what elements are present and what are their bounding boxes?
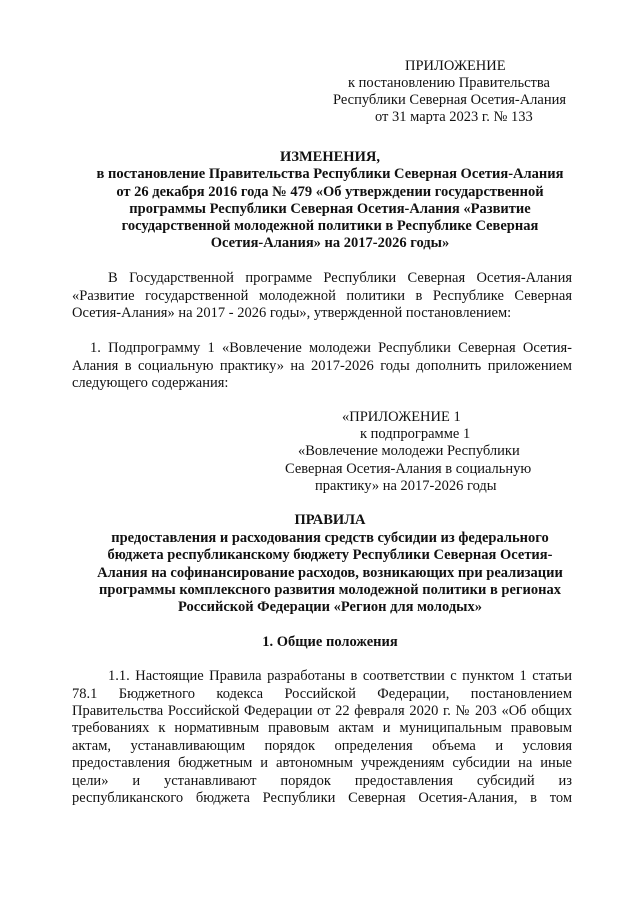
rules-title: ПРАВИЛА (294, 512, 366, 528)
sub-appendix-line: Северная Осетия-Алания в социальную (285, 461, 532, 477)
appendix-title: ПРИЛОЖЕНИЕ (405, 58, 506, 74)
section1-line: актам, устанавливающим порядок определения объема и условия (72, 738, 572, 754)
section1-line: цели» и устанавливают порядок предоставления субсидий из (72, 773, 572, 789)
changes-line: Осетия-Алания» на 2017-2026 годы» (210, 235, 450, 251)
rules-line: программы комплексного развития молодежной политики в регионах (99, 582, 561, 598)
changes-line: от 26 декабря 2016 года № 479 «Об утверждении государственной (116, 184, 544, 200)
rules-line: предоставления и расходования средств субсидии из федерального (111, 530, 549, 546)
item1-line: 1. Подпрограмму 1 «Вовлечение молодежи Республики Северная Осетия- (90, 340, 572, 356)
rules-line: Российской Федерации «Регион для молодых» (178, 599, 482, 615)
item1-line: следующего содержания: (72, 375, 229, 391)
intro-line: «Развитие государственной молодежной политики в Республике Северная (72, 288, 572, 304)
section1-line: требованиях к нормативным правовым актам и муниципальным правовым (72, 720, 572, 736)
sub-appendix-line: «Вовлечение молодежи Республики (298, 443, 520, 459)
section1-line: 78.1 Бюджетного кодекса Российской Федерации, постановлением (72, 686, 572, 702)
appendix-line: Республики Северная Осетия-Алания (333, 92, 567, 108)
section1-line: предоставления бюджетным и автономным учреждениям субсидии на иные (72, 755, 572, 771)
sub-appendix-line: практику» на 2017-2026 годы (315, 478, 497, 494)
changes-line: государственной молодежной политики в Республике Северная (121, 218, 539, 234)
section-heading: 1. Общие положения (262, 634, 398, 650)
section1-line: республиканского бюджета Республики Северная Осетия-Алания, в том (72, 790, 572, 806)
rules-line: бюджета республиканскому бюджету Республики Северная Осетия- (107, 547, 553, 563)
intro-line: В Государственной программе Республики Северная Осетия-Алания (108, 270, 572, 286)
intro-line: Осетия-Алания» на 2017 - 2026 годы», утвержденной постановлением: (72, 305, 512, 321)
appendix-line: к постановлению Правительства (348, 75, 550, 91)
sub-appendix-title: «ПРИЛОЖЕНИЕ 1 (342, 409, 461, 425)
sub-appendix-line: к подпрограмме 1 (360, 426, 471, 442)
appendix-line: от 31 марта 2023 г. № 133 (375, 109, 533, 125)
section1-line: 1.1. Настоящие Правила разработаны в соответствии с пунктом 1 статьи (108, 668, 572, 684)
rules-line: Алания на софинансирование расходов, возникающих при реализации (97, 565, 563, 581)
changes-title: ИЗМЕНЕНИЯ, (280, 149, 380, 165)
section1-line: Правительства Российской Федерации от 22 февраля 2020 г. № 203 «Об общих (72, 703, 572, 719)
item1-line: Алания в социальную практику» на 2017-2026 годы дополнить приложением (72, 358, 572, 374)
changes-line: в постановление Правительства Республики Северная Осетия-Алания (96, 166, 564, 182)
changes-line: программы Республики Северная Осетия-Алания «Развитие (129, 201, 531, 217)
